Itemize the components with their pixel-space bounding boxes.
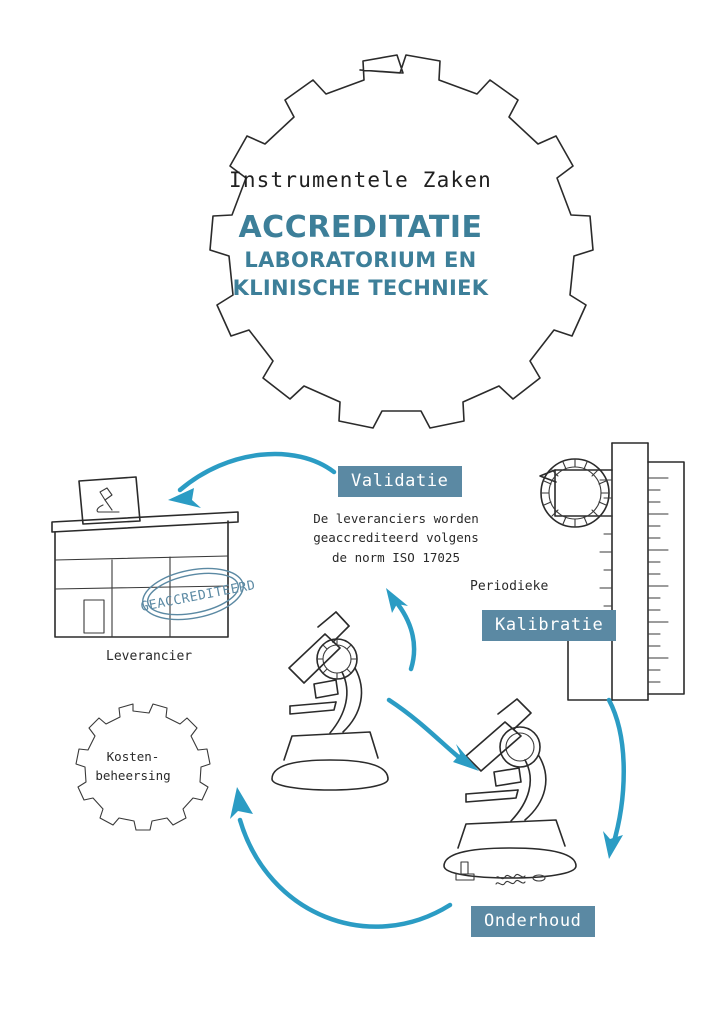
- kosten-line1: Kosten-: [106, 749, 160, 764]
- kosten-line2: beheersing: [95, 767, 171, 783]
- arrow-validatie-to-supplier: [168, 454, 334, 508]
- microscope-center-illustration: [272, 612, 388, 790]
- header-title-line2: LABORATORIUM EN: [244, 248, 477, 272]
- arrow-kalibratie-to-maintenance: [603, 700, 624, 859]
- microscope-maintenance-illustration: [444, 699, 576, 885]
- label-leverancier: Leverancier: [106, 649, 193, 664]
- label-validatie: Validatie: [338, 466, 462, 497]
- arrow-microscope-to-validatie: [386, 588, 414, 669]
- header-title-line3: KLINISCHE TECHNIEK: [232, 276, 489, 300]
- label-kostenbeheersing: [76, 748, 190, 786]
- label-kalibratie: Kalibratie: [482, 610, 616, 641]
- label-onderhoud: Onderhoud: [471, 906, 595, 937]
- header-title-line1: ACCREDITATIE: [238, 210, 483, 245]
- stamp-label: GEACCREDITEERD: [139, 578, 257, 615]
- label-periodieke: Periodieke: [470, 579, 549, 594]
- validatie-description: De leveranciers worden geaccrediteerd volgens de norm ISO 17025: [313, 511, 479, 565]
- arrow-maintenance-to-microscope: [230, 787, 450, 927]
- header-subtitle: Instrumentele Zaken: [228, 168, 493, 192]
- caliper-illustration: [540, 443, 684, 700]
- arrow-microscope-to-maintenance: [389, 700, 479, 771]
- loose-parts: [456, 862, 545, 885]
